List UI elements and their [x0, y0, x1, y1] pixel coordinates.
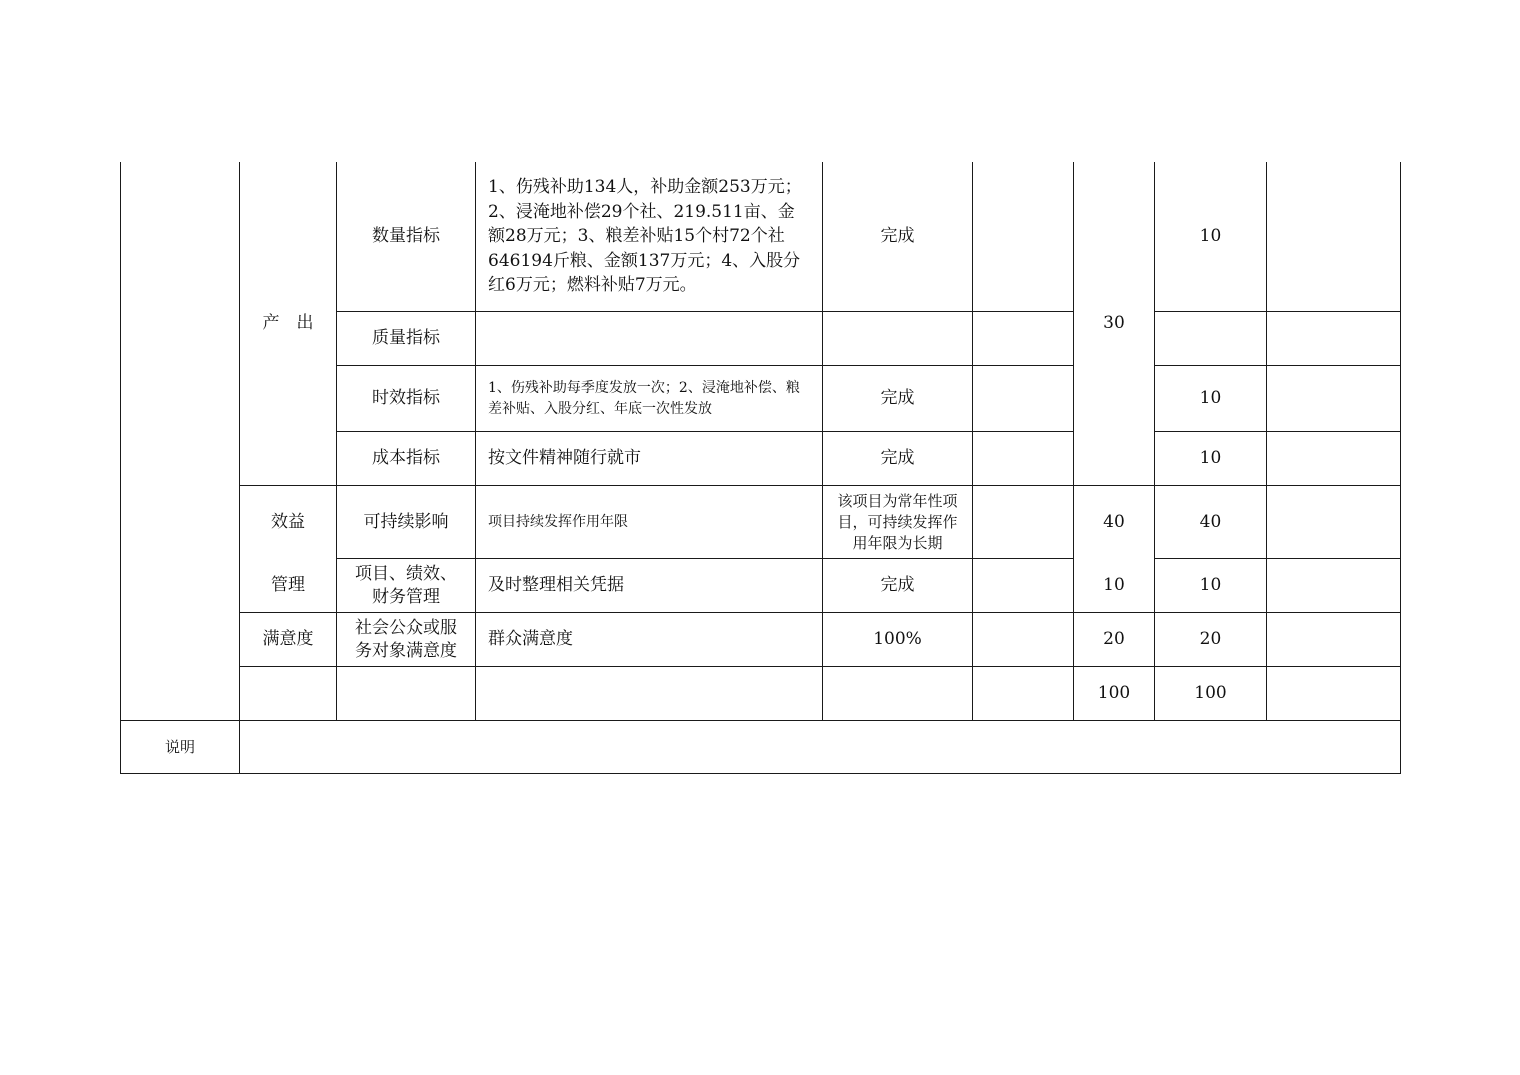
actual-quality	[973, 312, 1073, 365]
remarks-label: 说明	[164, 737, 195, 756]
target-quality	[823, 312, 972, 365]
score-cost: 10	[1199, 448, 1222, 468]
actual-quantity	[973, 162, 1073, 311]
target-quantity: 完成	[880, 226, 915, 246]
indicator-timeliness: 时效指标	[372, 388, 440, 408]
weight-benefit: 40	[1103, 511, 1125, 532]
actual-sustainability	[973, 486, 1073, 558]
content-sustainability: 项目持续发挥作用年限	[488, 513, 628, 530]
target-sustainability: 该项目为常年性项目，可持续发挥作用年限为长期	[837, 491, 958, 552]
category-benefit: 效益	[271, 511, 305, 532]
note-sustainability	[1267, 486, 1400, 558]
category-management: 管理	[271, 575, 305, 595]
category-satisfaction: 满意度	[262, 629, 314, 649]
score-timeliness: 10	[1199, 388, 1222, 408]
weight-satisfaction: 20	[1103, 629, 1125, 649]
note-quantity	[1267, 162, 1400, 311]
content-quantity: 1、伤残补助134人，补助金额253万元；2、浸淹地补偿29个社、219.511亩、金额28万元；3、粮差补贴15个村72个社646194斤粮、金额137万元；4、入股分红6万元；燃料补贴7万元。	[488, 177, 802, 296]
table-border-right	[1400, 162, 1401, 774]
note-cost	[1267, 432, 1400, 485]
content-quality	[476, 312, 822, 365]
table-border-left	[120, 162, 121, 774]
total-score: 100	[1194, 683, 1227, 703]
note-management	[1267, 559, 1400, 612]
remarks-value	[240, 721, 1400, 773]
score-management: 10	[1199, 575, 1222, 595]
indicator-quality: 质量指标	[372, 328, 440, 348]
content-timeliness: 1、伤残补助每季度发放一次；2、浸淹地补偿、粮差补贴、入股分红、年底一次性发放	[488, 379, 800, 417]
content-cost: 按文件精神随行就市	[488, 448, 641, 468]
note-timeliness	[1267, 366, 1400, 431]
score-sustainability: 40	[1199, 511, 1222, 532]
score-quantity: 10	[1199, 226, 1222, 246]
content-satisfaction: 群众满意度	[488, 629, 573, 649]
target-management: 完成	[880, 575, 915, 595]
target-timeliness: 完成	[880, 388, 915, 408]
category-output: 产 出	[262, 313, 314, 333]
indicator-satisfaction: 社会公众或服务对象满意度	[355, 617, 457, 661]
indicator-cost: 成本指标	[372, 448, 440, 468]
indicator-quantity: 数量指标	[372, 226, 440, 246]
weight-output: 30	[1103, 313, 1125, 333]
target-satisfaction: 100%	[873, 629, 922, 649]
actual-timeliness	[973, 366, 1073, 431]
content-management: 及时整理相关凭据	[488, 575, 624, 595]
indicator-management: 项目、绩效、财务管理	[355, 563, 457, 607]
actual-satisfaction	[973, 613, 1073, 666]
note-quality	[1267, 312, 1400, 365]
actual-cost	[973, 432, 1073, 485]
score-quality	[1155, 312, 1266, 365]
weight-management: 10	[1103, 575, 1125, 595]
score-satisfaction: 20	[1199, 629, 1222, 649]
indicator-sustainability: 可持续影响	[363, 511, 449, 532]
target-cost: 完成	[880, 448, 915, 468]
total-weight: 100	[1097, 683, 1131, 703]
table-border-bottom	[120, 773, 1401, 774]
note-satisfaction	[1267, 613, 1400, 666]
actual-management	[973, 559, 1073, 612]
